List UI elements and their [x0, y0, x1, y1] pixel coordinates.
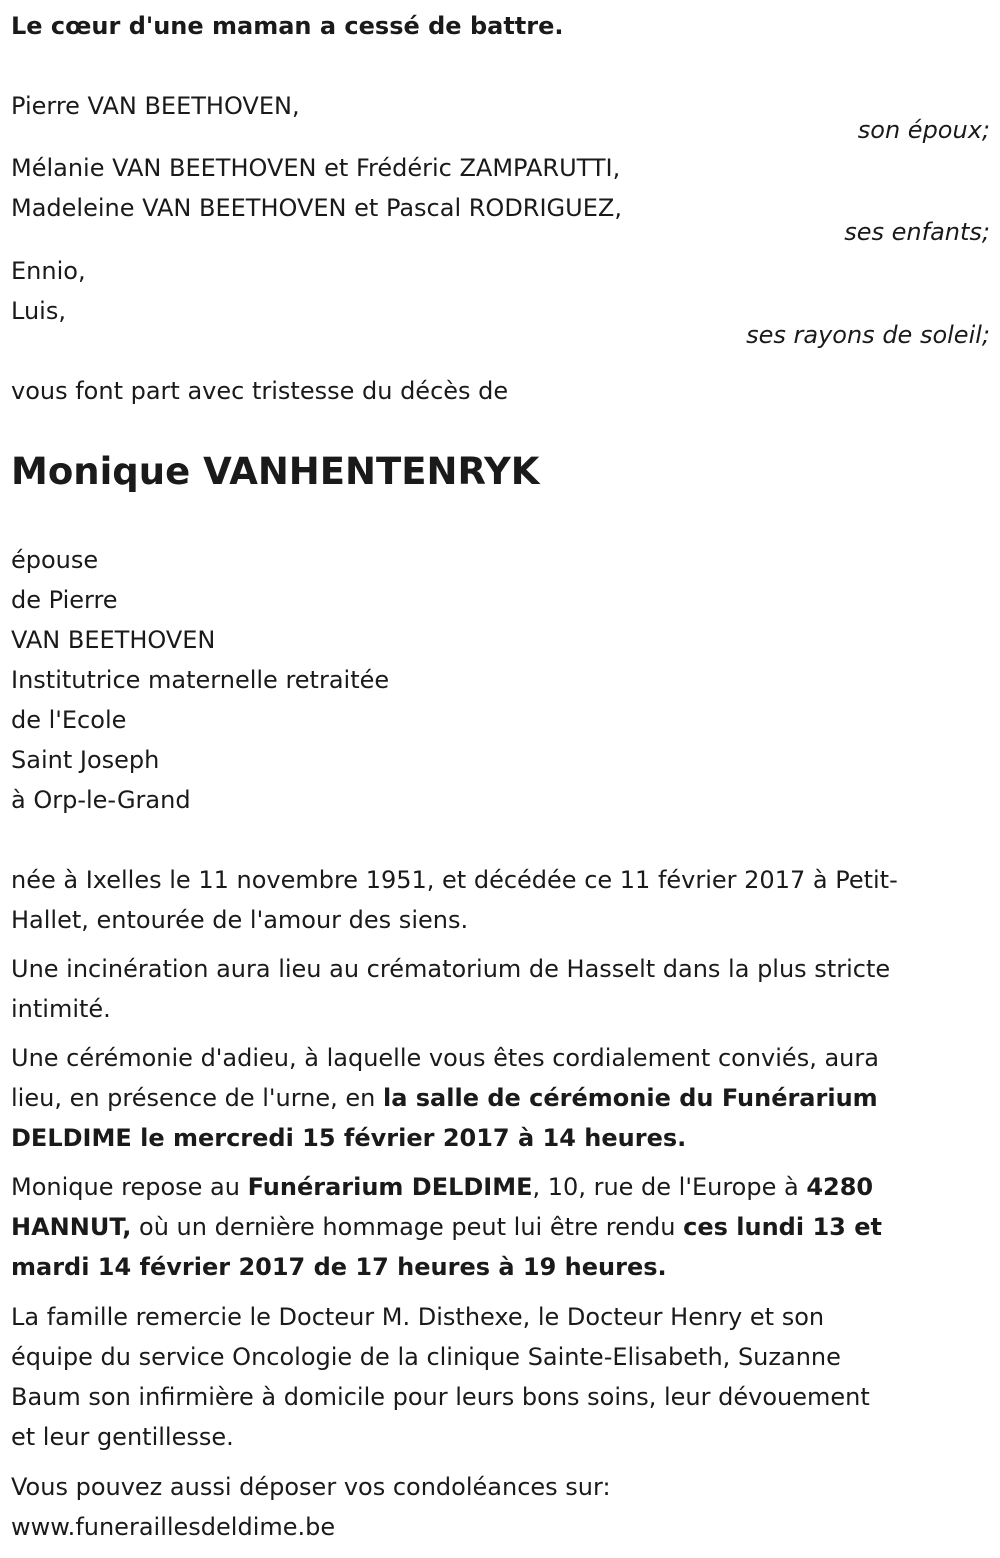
- ceremony-location-intro: lieu, en présence de l'urne, en: [11, 1084, 383, 1112]
- detail-line: Saint Joseph: [11, 746, 160, 774]
- postal-code: 4280: [806, 1173, 874, 1201]
- paragraph-line: Hallet, entourée de l'amour des siens.: [11, 906, 469, 934]
- grandchild-name: Ennio,: [11, 257, 86, 285]
- grandchild-name: Luis,: [11, 297, 66, 325]
- detail-line: de l'Ecole: [11, 706, 127, 734]
- child-name: Madeleine VAN BEETHOVEN et Pascal RODRIGUEZ,: [11, 194, 622, 222]
- child-name: Mélanie VAN BEETHOVEN et Frédéric ZAMPARUTTI,: [11, 154, 621, 182]
- paragraph-line: Baum son infirmière à domicile pour leurs bons soins, leur dévouement: [11, 1383, 870, 1411]
- spouse-role: son époux;: [857, 116, 990, 144]
- visit-datetime: mardi 14 février 2017 de 17 heures à 19 heures.: [11, 1253, 667, 1281]
- paragraph-line: [11, 1078, 990, 1118]
- paragraph-line: équipe du service Oncologie de la clinique Sainte-Elisabeth, Suzanne: [11, 1343, 841, 1371]
- birth-death-paragraph: [11, 860, 990, 940]
- children-list: [11, 148, 990, 228]
- condolences-text: Vous pouvez aussi déposer vos condoléances sur:: [11, 1473, 611, 1501]
- repose-tribute-text: où un dernière hommage peut lui être rendu: [131, 1213, 684, 1241]
- grandchildren-role: ses rayons de soleil;: [746, 321, 990, 349]
- page-title: Le cœur d'une maman a cessé de battre.: [11, 12, 564, 40]
- detail-line: de Pierre: [11, 586, 118, 614]
- thanks-paragraph: [11, 1297, 990, 1457]
- children-role: ses enfants;: [844, 218, 990, 246]
- spouse-name: Pierre VAN BEETHOVEN,: [11, 92, 300, 120]
- repose-intro: Monique repose au: [11, 1173, 248, 1201]
- detail-line: épouse: [11, 546, 99, 574]
- ceremony-paragraph: [11, 1038, 990, 1158]
- visit-days: ces lundi 13 et: [683, 1213, 882, 1241]
- detail-line: Institutrice maternelle retraitée: [11, 666, 390, 694]
- cremation-paragraph: [11, 949, 990, 1029]
- paragraph-line: [11, 1167, 990, 1207]
- detail-line: VAN BEETHOVEN: [11, 626, 216, 654]
- paragraph-line: Une cérémonie d'adieu, à laquelle vous êtes cordialement conviés, aura: [11, 1044, 879, 1072]
- condolences-paragraph: [11, 1467, 990, 1547]
- announcement-text: vous font part avec tristesse du décès de: [11, 377, 509, 405]
- paragraph-line: Une incinération aura lieu au crématorium de Hasselt dans la plus stricte: [11, 955, 891, 983]
- condolences-url[interactable]: www.funeraillesdeldime.be: [11, 1513, 336, 1541]
- funerarium-address: , 10, rue de l'Europe à: [532, 1173, 807, 1201]
- ceremony-location: la salle de cérémonie du Funérarium: [382, 1084, 878, 1112]
- paragraph-line: La famille remercie le Docteur M. Disthexe, le Docteur Henry et son: [11, 1303, 825, 1331]
- deceased-name: Monique VANHENTENRYK: [11, 450, 540, 493]
- detail-line: à Orp-le-Grand: [11, 786, 191, 814]
- deceased-details: [11, 540, 990, 820]
- city-name: HANNUT,: [11, 1213, 132, 1241]
- funerarium-name: Funérarium DELDIME: [247, 1173, 533, 1201]
- repose-paragraph: [11, 1167, 990, 1287]
- ceremony-datetime: DELDIME le mercredi 15 février 2017 à 14 heures.: [11, 1124, 687, 1152]
- paragraph-line: née à Ixelles le 11 novembre 1951, et décédée ce 11 février 2017 à Petit-: [11, 866, 898, 894]
- paragraph-line: [11, 1207, 990, 1247]
- paragraph-line: intimité.: [11, 995, 111, 1023]
- paragraph-line: et leur gentillesse.: [11, 1423, 234, 1451]
